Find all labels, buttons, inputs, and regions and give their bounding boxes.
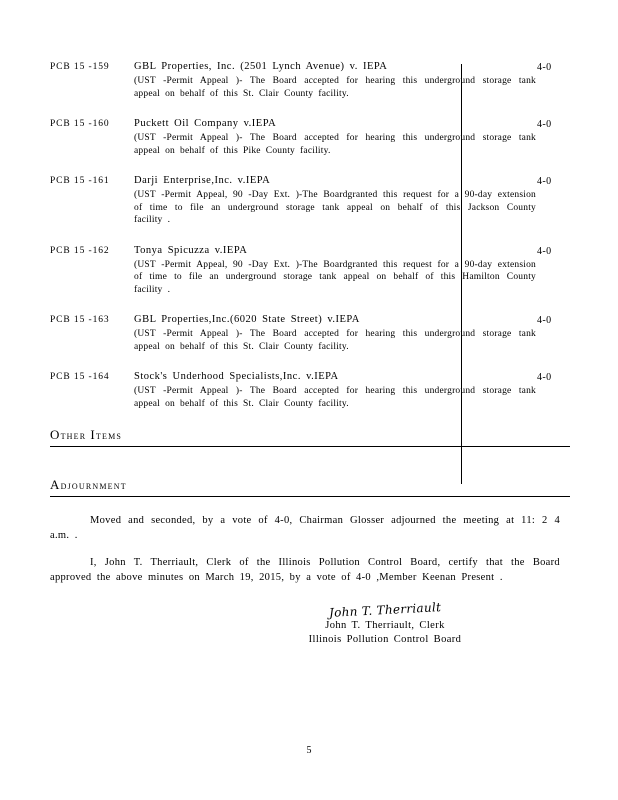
- case-title: Stock's Underhood Specialists,Inc. v.IEPA: [134, 371, 339, 382]
- case-vote: 4-0: [537, 315, 552, 326]
- case-body: [134, 244, 570, 297]
- case-number: PCB 15 -163: [50, 315, 110, 325]
- case-vote: 4-0: [537, 245, 552, 257]
- case-title: Puckett Oil Company v.IEPA: [134, 118, 277, 129]
- case-vote: 4-0: [537, 119, 552, 130]
- table-row: [50, 60, 570, 100]
- case-title: GBL Properties,Inc.(6020 State Street) v.IEPA: [134, 314, 360, 325]
- heading-text: ther: [60, 430, 91, 442]
- case-vote: 4-0: [537, 176, 552, 187]
- case-description: (UST -Permit Appeal, 90 -Day Ext. )-The Boardgranted this request for a 90-day extension of time to file an underground storage tank appeal on behalf of this Jackson County facility .: [134, 190, 536, 225]
- handwritten-signature: John T. Therriault: [328, 600, 442, 620]
- signature-name: John T. Therriault, Clerk: [325, 620, 445, 631]
- table-row: [50, 117, 570, 157]
- case-vote: 4-0: [537, 62, 552, 73]
- adjournment-section: [50, 477, 570, 497]
- table-row: [50, 313, 570, 353]
- case-description: (UST -Permit Appeal )- The Board accepted for hearing this underground storage tank appeal on behalf of this Pike County facility.: [134, 133, 536, 156]
- case-title: Darji Enterprise,Inc. v.IEPA: [134, 175, 271, 186]
- spacer: [50, 497, 570, 513]
- case-number: PCB 15 -162: [50, 245, 110, 256]
- heading-text: djournment: [60, 480, 127, 492]
- case-description: (UST -Permit Appeal )- The Board accepted for hearing this underground storage tank appeal on behalf of this St. Clair County facility.: [134, 329, 536, 352]
- other-items-section: [50, 427, 570, 447]
- signature-organization: Illinois Pollution Control Board: [308, 634, 462, 645]
- case-body: [134, 174, 570, 227]
- signature-block: [50, 601, 570, 647]
- page-number: 5: [306, 745, 312, 756]
- spacer: [50, 447, 570, 465]
- case-number: PCB 15 -161: [50, 176, 110, 186]
- case-body: [134, 370, 570, 410]
- case-body: [134, 60, 570, 100]
- section-heading-other-items: [50, 427, 570, 447]
- adjournment-paragraph-1: Moved and seconded, by a vote of 4-0, Chairman Glosser adjourned the meeting at 11: 2 4 a.m. .: [50, 515, 560, 541]
- table-row: [50, 174, 570, 227]
- case-body: [134, 313, 570, 353]
- case-number: PCB 15 -160: [50, 119, 110, 129]
- case-description: (UST -Permit Appeal, 90 -Day Ext. )-The Boardgranted this request for a 90-day extension of time to file an underground storage tank appeal on behalf of this Hamilton County facility .: [134, 259, 536, 295]
- table-row: [50, 244, 570, 297]
- page-content: [50, 60, 570, 647]
- case-number: PCB 15 -159: [50, 62, 110, 72]
- heading-initial-2: I: [90, 427, 96, 442]
- heading-initial: O: [50, 427, 61, 442]
- adjournment-paragraph-2: I, John T. Therriault, Clerk of the Illinois Pollution Control Board, certify that the Board approved the above minutes on March 19, 2015, by a vote of 4-0 ,Member Keenan Present .: [50, 557, 560, 583]
- case-description: (UST -Permit Appeal )- The Board accepted for hearing this underground storage tank appeal on behalf of this St. Clair County facility.: [134, 76, 536, 99]
- case-number: PCB 15 -164: [50, 372, 110, 382]
- case-list: [50, 60, 570, 410]
- case-title: Tonya Spicuzza v.IEPA: [134, 244, 248, 256]
- case-description: (UST -Permit Appeal )- The Board accepted for hearing this underground storage tank appeal on behalf of this St. Clair County facility.: [134, 386, 536, 409]
- heading-text-2: tems: [95, 430, 123, 442]
- case-vote: 4-0: [537, 372, 552, 383]
- case-title: GBL Properties, Inc. (2501 Lynch Avenue) v. IEPA: [134, 61, 388, 72]
- table-row: [50, 370, 570, 410]
- heading-initial: A: [50, 477, 61, 492]
- case-body: [134, 117, 570, 157]
- section-heading-adjournment: [50, 477, 570, 497]
